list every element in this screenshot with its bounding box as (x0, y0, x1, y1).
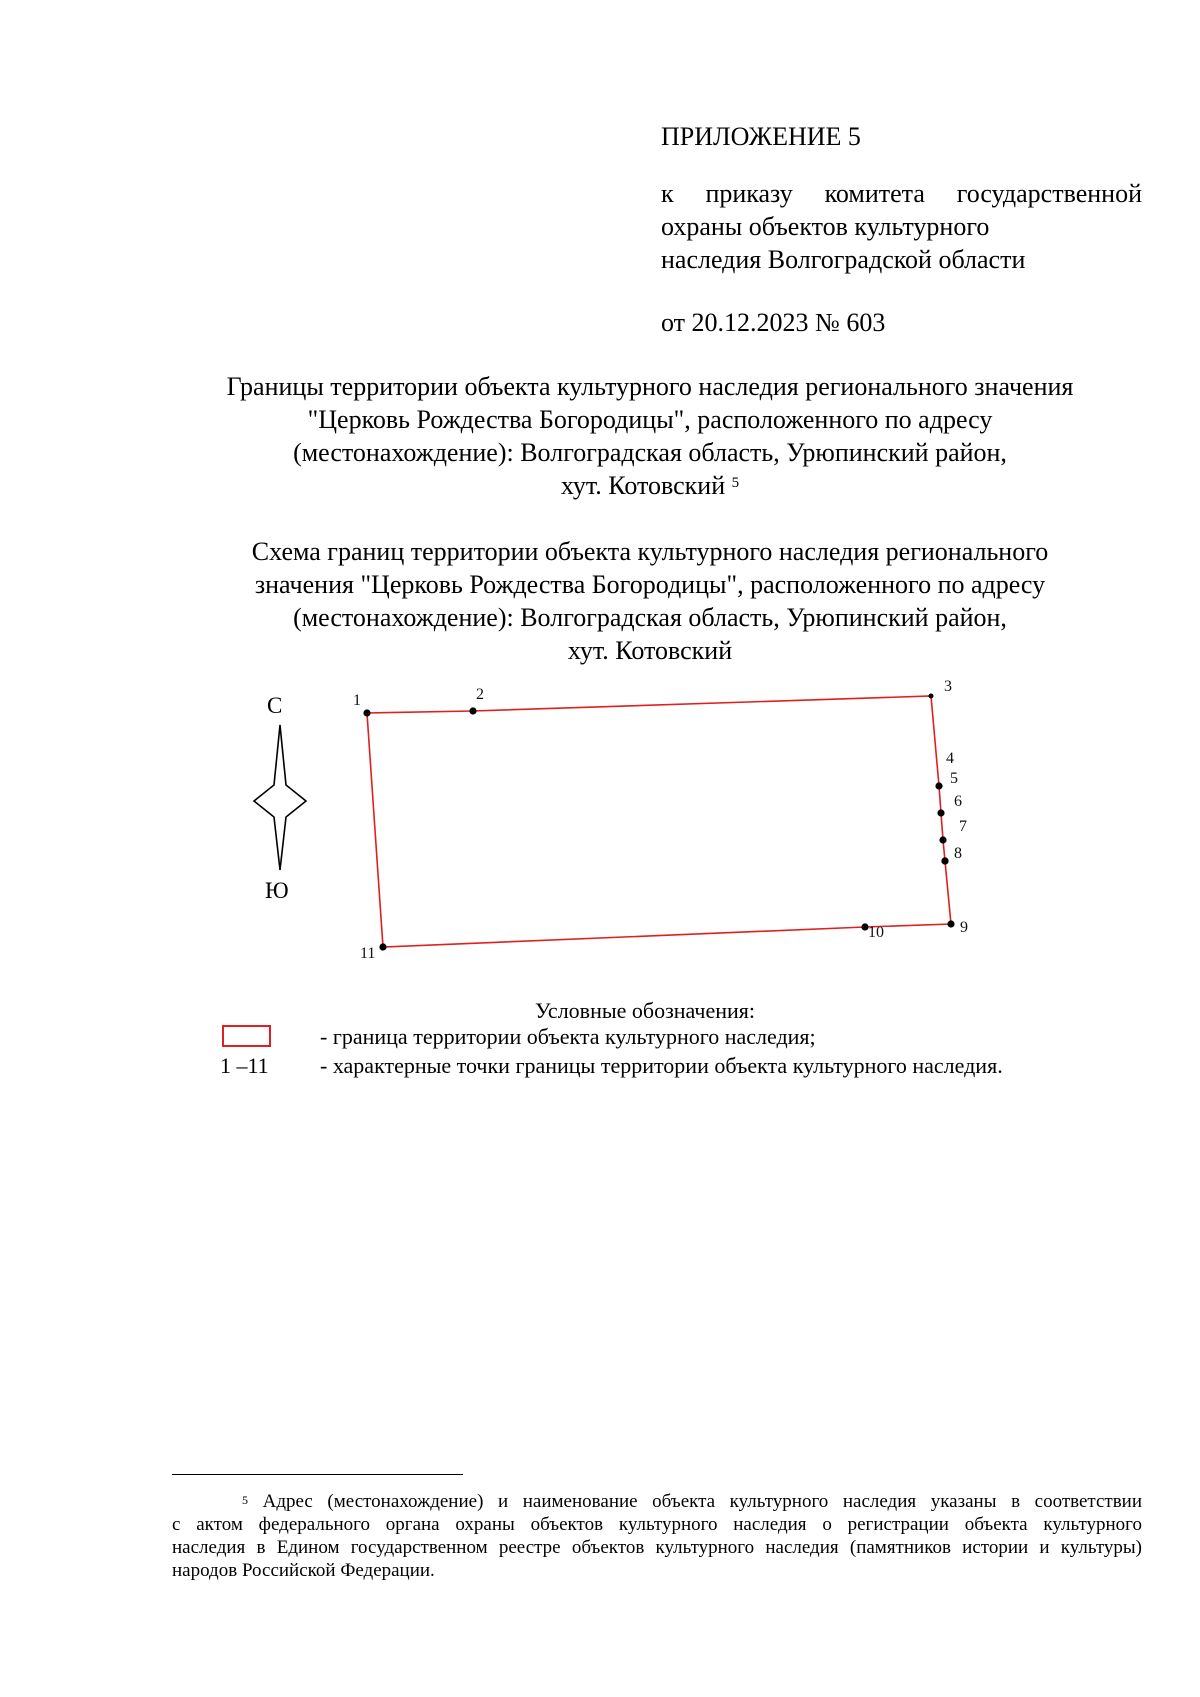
boundary-point-9 (947, 920, 954, 927)
footnote-line-4: народов Российской Федерации. (172, 1560, 435, 1581)
appendix-order-line-3: наследия Волгоградской области (661, 245, 1026, 274)
boundary-point-5 (937, 809, 944, 816)
boundary-point-label-8: 8 (954, 845, 962, 862)
main-title (150, 370, 1150, 502)
legend-boundary-swatch (222, 1025, 271, 1047)
scheme-title-line-2: значения "Церковь Рождества Богородицы", расположенного по адресу (254, 570, 1046, 599)
footnote-number: 5 (242, 1493, 248, 1507)
boundary-point-label-4: 4 (946, 750, 954, 767)
compass-rose-icon (250, 723, 310, 873)
boundary-point-label-2: 2 (476, 686, 484, 703)
boundary-point-label-11: 11 (360, 945, 376, 962)
compass-north-label: С (267, 693, 283, 718)
footnote-line-3: наследия в Едином государственном реестре объектов культурного наследия (памятников истории и культуры) (172, 1537, 1142, 1558)
appendix-order-reference (661, 177, 1142, 276)
legend-heading: Условные обозначения: (535, 998, 756, 1023)
boundary-point-label-5: 5 (950, 770, 958, 787)
boundary-point-8 (941, 857, 948, 864)
footnote (172, 1490, 1142, 1582)
scheme-title-line-3: (местонахождение): Волгоградская область, Урюпинский район, (293, 603, 1007, 632)
scheme-title-line-1: Схема границ территории объекта культурного наследия регионального (251, 537, 1049, 566)
boundary-point-11 (379, 943, 386, 950)
boundary-point-label-1: 1 (353, 692, 361, 709)
footnote-separator (172, 1474, 463, 1475)
boundary-point-label-9: 9 (960, 919, 968, 936)
appendix-title: ПРИЛОЖЕНИЕ 5 (661, 122, 861, 151)
boundary-point-label-10: 10 (868, 924, 884, 941)
boundary-scheme (340, 675, 1000, 975)
legend-points-range: 1 –11 (220, 1053, 269, 1078)
boundary-point-label-6: 6 (954, 793, 962, 810)
footnote-line-2: с актом федерального органа охраны объектов культурного наследия о регистрации объекта культурного (172, 1514, 1142, 1535)
main-title-line-2: "Церковь Рождества Богородицы", расположенного по адресу (307, 405, 993, 434)
boundary-polygon (367, 696, 951, 947)
boundary-point-label-3: 3 (944, 678, 952, 695)
boundary-point-label-7: 7 (959, 818, 967, 835)
boundary-point-3 (929, 694, 934, 699)
appendix-order-line-1: к приказу комитета государственной (661, 179, 1142, 208)
scheme-title (150, 535, 1150, 667)
boundary-point-2 (469, 707, 476, 714)
scheme-title-line-4: хут. Котовский (567, 636, 733, 665)
main-title-line-4 (150, 469, 1150, 502)
boundary-point-labels (353, 678, 968, 962)
legend-points-text: - характерные точки границы территории объекта культурного наследия. (320, 1053, 1003, 1078)
boundary-point-6 (939, 836, 946, 843)
main-title-line-3: (местонахождение): Волгоградская область, Урюпинский район, (293, 438, 1007, 467)
appendix-date-number: от 20.12.2023 № 603 (661, 308, 886, 337)
legend-boundary-text: - граница территории объекта культурного наследия; (320, 1024, 816, 1049)
footnote-line-1 (172, 1490, 1142, 1513)
main-title-line-1: Границы территории объекта культурного наследия регионального значения (226, 372, 1074, 401)
boundary-points (363, 694, 954, 951)
boundary-point-1 (363, 709, 370, 716)
main-title-line-4-text: хут. Котовский (560, 471, 726, 500)
compass-south-label: Ю (265, 878, 289, 903)
boundary-point-4 (935, 782, 942, 789)
footnote-reference[interactable]: 5 (731, 475, 740, 491)
appendix-order-line-2: охраны объектов культурного (661, 212, 990, 241)
footnote-line-1-text: Адрес (местонахождение) и наименование объекта культурного наследия указаны в соответствии (262, 1491, 1143, 1512)
